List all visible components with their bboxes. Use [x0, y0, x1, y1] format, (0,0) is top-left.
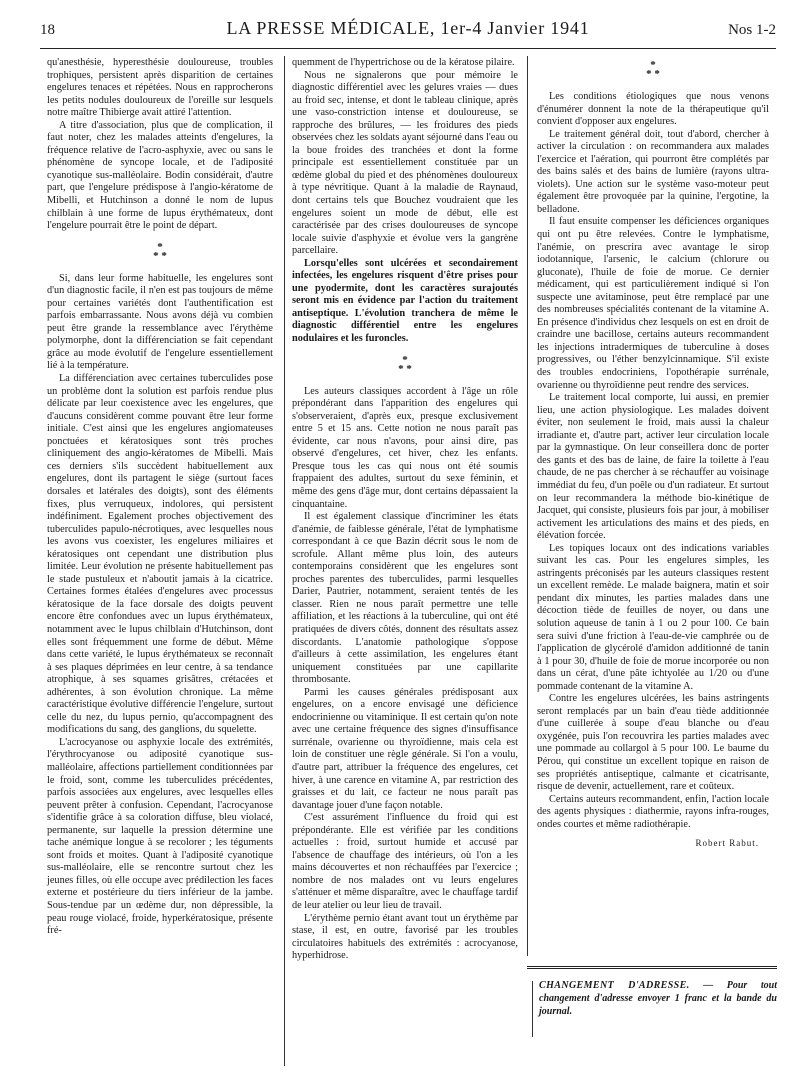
notice-body: — Pour tout changement d'adresse envoyer 1 franc et la bande du journal.	[539, 980, 777, 1017]
paragraph: Certains auteurs recommandent, enfin, l'action locale des agents physiques : diathermie, rayons infra-rouges, ondes courtes et même radiothérapie.	[537, 793, 769, 830]
page-header	[40, 18, 776, 46]
column-divider-right	[527, 56, 528, 956]
section-asterism: * * *	[646, 59, 660, 80]
notice-text	[539, 979, 777, 1018]
paragraph: Il faut ensuite compenser les déficiences organiques qui ont pu être relevées. Contre le lymphatisme, l'anémie, on prescrira avec avantage le sirop iodotannique, l'arsenic, le calcium (chlorure ou gluconate), l'huile de foie de morue. Ce dernier médicament, qui est particulièrement indiqué si l'on suspecte une avitaminose, peut être remplacé par une des nombreuses spécialités contenant de la vitamine A. En présence d'individus chez lesquels on est en droit de craindre une bacillose, certains auteurs recommandent les injections intradermiques de tuberculine à doses progressives, ou l'éther benzylcinnamique. S'il existe des troubles endocriniens, l'opothérapie surrénale, ovarienne ou thyroïdienne peut rendre des services.	[537, 216, 769, 391]
paragraph: La différenciation avec certaines tuberculides pose un problème dont la solution est parfois rendue plus délicate par leur coexistence avec les engelures, que d'aucuns considèrent comme pouvant être leur forme initiale. C'est ainsi que les engelures angiomateuses ponctuées et kératosiques sont très proches cliniquement des angio-kératomes de Mibelli. Mais ces derniers s'ils succèdent habituellement aux engelures, dont ils partagent le siège (surtout faces dorsales et latérales des doigts), sont des éléments fixes, plus verruqueux, indolores, qui persistent indéfiniment. Egalement proches objectivement des tuberculides papulo-nécrotiques, avec lesquelles nous les avons vus coexister, les engelures miliaires et kératosiques ont cependant une distribution plus limitée. Leur évolution ne présente habituellement pas le stade pustuleux et n'aboutit jamais à la cicatrice. Certaines formes étalées d'engelures avec processus kératosique de la face dorsale des doigts peuvent encore être confondues avec un lupus érythémateux, notamment avec le lupus chilblain d'Hutchinson, dont elles sont fréquemment une forme de début. Même dans cette variété, le lupus érythémateux se reconnaît à ses plaques déprimées en leur centre, à sa tendance atrophique, à ses squames grisâtres, crétacées et adhérentes, à son évolution chronique. La même caractéristique évolutive différencie l'engelure, surtout celle du nez, du lupus pernio, qu'accompagnent des modifications du sang, des ganglions, du squelette.	[47, 373, 273, 736]
issue-number: Nos 1-2	[728, 22, 776, 38]
paragraph: Nous ne signalerons que pour mémoire le diagnostic différentiel avec les gelures vraies — dues au froid sec, intense, et dont le tableau clinique, après une vaso-constriction intense et douloureuse, se rapproche des brûlures, — les froidures des pieds observées chez les soldats ayant séjourné dans l'eau ou la boue froides des tranchées et dont la forme principale est essentiellement constituée par un œdème global du pied et des phénomènes douloureux à type névritique. Quant à la maladie de Raynaud, dont certains tels que Bouchez voudraient que les engelures soient un mode de début, elle est caractérisée par des crises douloureuses de syncope locale suivie d'asphyxie et évolue vers la gangrène parcellaire.	[292, 69, 518, 257]
paragraph: Si, dans leur forme habituelle, les engelures sont d'un diagnostic facile, il n'en est pas toujours de même pour certaines variétés dont l'authentification est parfois embarrassante. Nous avons déjà vu combien peut être grande la ressemblance avec l'érythème polymorphe, dont la différenciation se fait cependant grâce au mode évolutif de l'engelure essentiellement lié à la température.	[47, 272, 273, 372]
column-3	[537, 57, 769, 850]
paragraph: Contre les engelures ulcérées, les bains astringents seront remplacés par un bain d'eau tiède additionnée d'une cuillerée à soupe d'eau blanche ou d'eau oxygénée, puis l'on recouvrira les parties malades avec une pommade au collargol à 5 pour 100. Le baume du Pérou, qui constitue un excellent topique en raison de ses propriétés antiseptique, calmante et cicatrisante, risque de devenir, actuellement, rare et coûteux.	[537, 693, 769, 793]
paragraph: quemment de l'hypertrichose ou de la kératose pilaire.	[292, 57, 515, 68]
notice-title: CHANGEMENT D'ADRESSE.	[539, 980, 690, 991]
paragraph: qu'anesthésie, hyperesthésie douloureuse, troubles trophiques, persistent après disparition de certaines engelures tenaces et répétées. Nous en rapprocherons les petits nodules douloureux de l'oreille sur lesquels notre maître Thibierge avait attiré l'attention.	[47, 57, 273, 119]
paragraph: Les conditions étiologiques que nous venons d'énumérer donnent la note de la thérapeutique qu'il convient d'opposer aux engelures.	[537, 91, 769, 128]
paragraph: Parmi les causes générales prédisposant aux engelures, on a encore envisagé une déficience endocrinienne ou vitaminique. Il est certain qu'on note avec une certaine fréquence des signes d'insuffisance surrénale, ovarienne ou thyroïdienne, mais cela est loin de constituer une règle générale. Si l'on a voulu, d'autre part, attribuer la fréquence des engelures, cet hiver, à une carence en vitamine A, par restriction des graisses et du lait, ce facteur ne nous paraît pas davantage jouer d'une façon notable.	[292, 686, 518, 811]
page-number: 18	[40, 22, 55, 38]
column-divider-left	[284, 56, 285, 1066]
notice-bar	[532, 981, 533, 1037]
paragraph: Les auteurs classiques accordent à l'âge un rôle prépondérant dans l'apparition des engelures qui s'observeraient, d'après eux, presque exclusivement entre 5 et 15 ans. Cette notion ne nous paraît pas évidente, car nous n'avons, pour ainsi dire, pas observé d'engelures, cet hiver, chez les enfants. Presque tous les cas qui nous ont été soumis frappaient des adultes, surtout du sexe féminin, et même des gens d'âge mur, dont certains dépassaient la cinquantaine.	[292, 385, 518, 510]
column-2	[292, 57, 518, 963]
paragraph: Les topiques locaux ont des indications variables suivant les cas. Pour les engelures simples, les astringents préconisés par les auteurs classiques restent un excellent remède. Le malade baignera, matin et soir pendant dix minutes, les parties malades dans une décoction tiède de feuilles de noyer, ou dans une solution aqueuse de tanin à 1 ou 2 pour 100. Ce bain sera suivi d'une friction à l'eau-de-vie camphrée ou de l'application de glycérolé d'amidon additionné de tanin à 1 pour 30, d'huile de foie de morue incorporée ou non dans un cérat, d'une pâte ichtyolée au 1/20 ou d'une pommade contenant de la vitamine A.	[537, 542, 769, 692]
paragraph: Le traitement général doit, tout d'abord, chercher à activer la circulation : on recommandera aux malades l'exercice et l'aération, qui pourront être complétés par des bains salés et des bains de lumière (rayons ultra-violets). Une action sur le système vaso-moteur peut également être provoquée par la quinine, l'ergotine, la belladone.	[537, 128, 769, 215]
paragraph: Lorsqu'elles sont ulcérées et secondairement infectées, les engelures risquent d'être prises pour une pyodermite, dont les caractères surajoutés seront mis en évidence par l'action du traitement antiseptique. L'évolution tranchera de même le diagnostic différentiel entre les engelures nodulaires et les furoncles.	[292, 257, 518, 345]
paragraph: L'acrocyanose ou asphyxie locale des extrémités, l'érythrocyanose ou adiposité cyanotique sus-malléolaire, affections partiellement conditionnées par le froid, sont, comme les tuberculides précédentes, parfois associées aux engelures, avec lesquelles elles peuvent prêter à confusion. Cependant, l'acrocyanose s'identifie grâce à sa coloration diffuse, bleu violacé, permanente, sur laquelle la pression détermine une tache anémique longue à se recolorer ; les téguments sont froids et moites. Quant à l'adiposité cyanotique sus-malléolaire, elle se rencontre surtout chez les jeunes filles, où elle occupe avec prédilection les faces externe et postérieure du tiers inférieur de la jambe. Sous-tendue par un œdème dur, non dépressible, la peau rouge violacé, froide, hyperkératosique, présente fré-	[47, 736, 273, 937]
publication-title: LA PRESSE MÉDICALE, 1er-4 Janvier 1941	[226, 18, 590, 38]
paragraph: A titre d'association, plus que de complication, il faut noter, chez les malades atteints d'engelures, la fréquence relative de l'acro-asphyxie, avec ou sans le phénomène de syncope locale, et de l'adiposité cyanotique sus-malléolaire. Bodin considérait, d'autre part, que l'engelure prédispose à l'angio-kératome de Mibelli, et Hutchinson a donné le nom de lupus chilblain à une forme de lupus érythémateux, dont l'engelure pourrait être le point de départ.	[47, 119, 273, 232]
section-asterism: * * *	[153, 240, 167, 262]
paragraph: L'érythème pernio étant avant tout un érythème par stase, il est, en outre, favorisé par les troubles circulatoires habituels des extrémités : acrocyanose, hyperhidrose.	[292, 912, 518, 962]
paragraph: C'est assurément l'influence du froid qui est prépondérante. Elle est vérifiée par les conditions actuelles : froid, surtout humide et accusé par l'absence de chauffage des intérieurs, où l'on a les mains découvertes et non réchauffées par l'exercice ; nombre de nos malades ont vu leurs engelures s'atténuer et même disparaître, avec le chauffage tardif de leur atelier ou leur lieu de travail.	[292, 812, 518, 911]
paragraph: Le traitement local comporte, lui aussi, en premier lieu, une action physiologique. Les malades doivent éviter, non seulement le froid, mais aussi la chaleur irradiante et, d'autre part, activer leur circulation locale par la gymnastique. On leur conseillera donc de porter des gants et des bas de laine, de faire la toilette à l'eau chaude, de ne pas chercher à se réchauffer au voisinage immédiat du feu, d'un poêle ou d'un radiateur. Et surtout on leur recommandera la méthode bio-kinétique de Jacquet, qui consiste, plusieurs fois par jour, à mobiliser activement les articulations des mains et des pieds, en élévation forcée.	[537, 392, 769, 542]
author-signature: Robert Rabut.	[695, 838, 759, 849]
column-1	[47, 57, 273, 938]
address-change-notice	[527, 966, 777, 1033]
section-asterism: * * *	[398, 353, 412, 375]
header-rule	[40, 48, 776, 49]
paragraph: Il est également classique d'incriminer les états d'anémie, de faiblesse générale, l'état de lymphatisme correspondant à ce que Bazin décrit sous le nom de scrofule. Allant même plus loin, des auteurs contemporains considèrent que les engelures sont proches parentes des tuberculides, parmi lesquelles Darier, Pautrier, notamment, seraient tentés de les classer. Rien ne nous paraît permettre une telle affiliation, et les réactions à la tuberculine, qui ont été pratiquées de divers côtés, donnent des résultats assez discordants. L'anatomie pathologique s'oppose d'ailleurs à cette assimilation, les engelures étant uniquement constituées par une capillarite thrombosante.	[292, 511, 518, 686]
